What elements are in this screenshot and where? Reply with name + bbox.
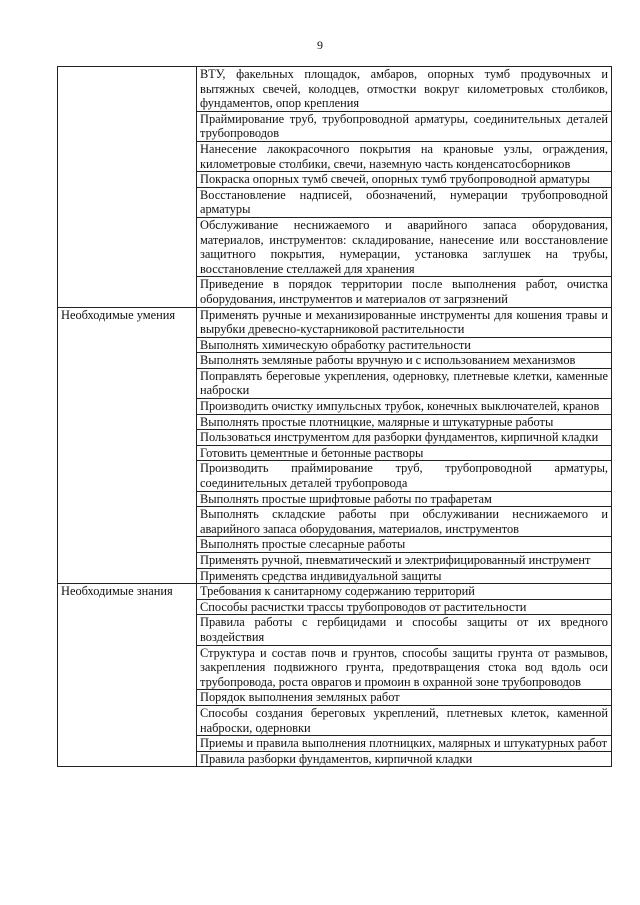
section-item: Выполнять земляные работы вручную и с использованием механизмов (197, 353, 612, 369)
section-item: Применять ручной, пневматический и электрифицированный инструмент (197, 553, 612, 569)
section-item: Требования к санитарному содержанию территорий (197, 584, 612, 600)
page-number: 9 (317, 38, 323, 52)
section-item: Готовить цементные и бетонные растворы (197, 445, 612, 461)
section-item: Выполнять складские работы при обслуживании неснижаемого и аварийного запаса оборудования, материалов, инструментов (197, 507, 612, 537)
section-item: Выполнять простые слесарные работы (197, 537, 612, 553)
section-item: Выполнять простые плотницкие, малярные и штукатурные работы (197, 414, 612, 430)
section-item: Способы создания береговых укреплений, плетневых клеток, каменной наброски, одерновки (197, 705, 612, 735)
section-item: Производить очистку импульсных трубок, конечных выключателей, кранов (197, 399, 612, 415)
section-item: Выполнять химическую обработку растительности (197, 337, 612, 353)
table-row (58, 307, 612, 337)
section-item: Применять ручные и механизированные инструменты для кошения травы и вырубки древесно-кустарниковой растительности (197, 307, 612, 337)
requirements-table (57, 66, 612, 767)
section-item: Праймирование труб, трубопроводной арматуры, соединительных деталей трубопроводов (197, 111, 612, 141)
section-item: Приведение в порядок территории после выполнения работ, очистка оборудования, инструментов и материалов от загрязнений (197, 277, 612, 307)
section-item: Структура и состав почв и грунтов, способы защиты грунта от размывов, закрепления подвижного грунта, предотвращения стока вод вдоль оси трубопровода, роста оврагов и промоин в охранной зоне трубопроводов (197, 645, 612, 690)
section-item: Приемы и правила выполнения плотницких, малярных и штукатурных работ (197, 736, 612, 752)
section-item: Правила работы с гербицидами и способы защиты от их вредного воздействия (197, 615, 612, 645)
section-item: Применять средства индивидуальной защиты (197, 568, 612, 584)
section-item: Порядок выполнения земляных работ (197, 690, 612, 706)
table-body (58, 67, 612, 767)
section-label: Необходимые знания (58, 584, 197, 767)
section-item: Восстановление надписей, обозначений, нумерации трубопроводной арматуры (197, 187, 612, 217)
section-item: Производить праймирование труб, трубопроводной арматуры, соединительных деталей трубопровода (197, 461, 612, 491)
section-item: Обслуживание неснижаемого и аварийного запаса оборудования, материалов, инструментов: складирование, нанесение или восстановление защитного покрытия, нумерации, установка заглушек на трубы, восстановление стеллажей для хранения (197, 217, 612, 276)
section-item: Пользоваться инструментом для разборки фундаментов, кирпичной кладки (197, 430, 612, 446)
section-label: Необходимые умения (58, 307, 197, 584)
section-label (58, 67, 197, 308)
section-item: Нанесение лакокрасочного покрытия на крановые узлы, ограждения, километровые столбики, свечи, наземную часть конденсатосборников (197, 141, 612, 171)
section-item: Правила разборки фундаментов, кирпичной кладки (197, 751, 612, 767)
table-row (58, 584, 612, 600)
section-item: Покраска опорных тумб свечей, опорных тумб трубопроводной арматуры (197, 172, 612, 188)
table-row (58, 67, 612, 112)
section-item: ВТУ, факельных площадок, амбаров, опорных тумб продувочных и вытяжных свечей, колодцев, отмостки вокруг километровых столбиков, фундаментов, опор крепления (197, 67, 612, 112)
section-item: Способы расчистки трассы трубопроводов от растительности (197, 599, 612, 615)
section-item: Выполнять простые шрифтовые работы по трафаретам (197, 491, 612, 507)
section-item: Поправлять береговые укрепления, одерновку, плетневые клетки, каменные наброски (197, 368, 612, 398)
